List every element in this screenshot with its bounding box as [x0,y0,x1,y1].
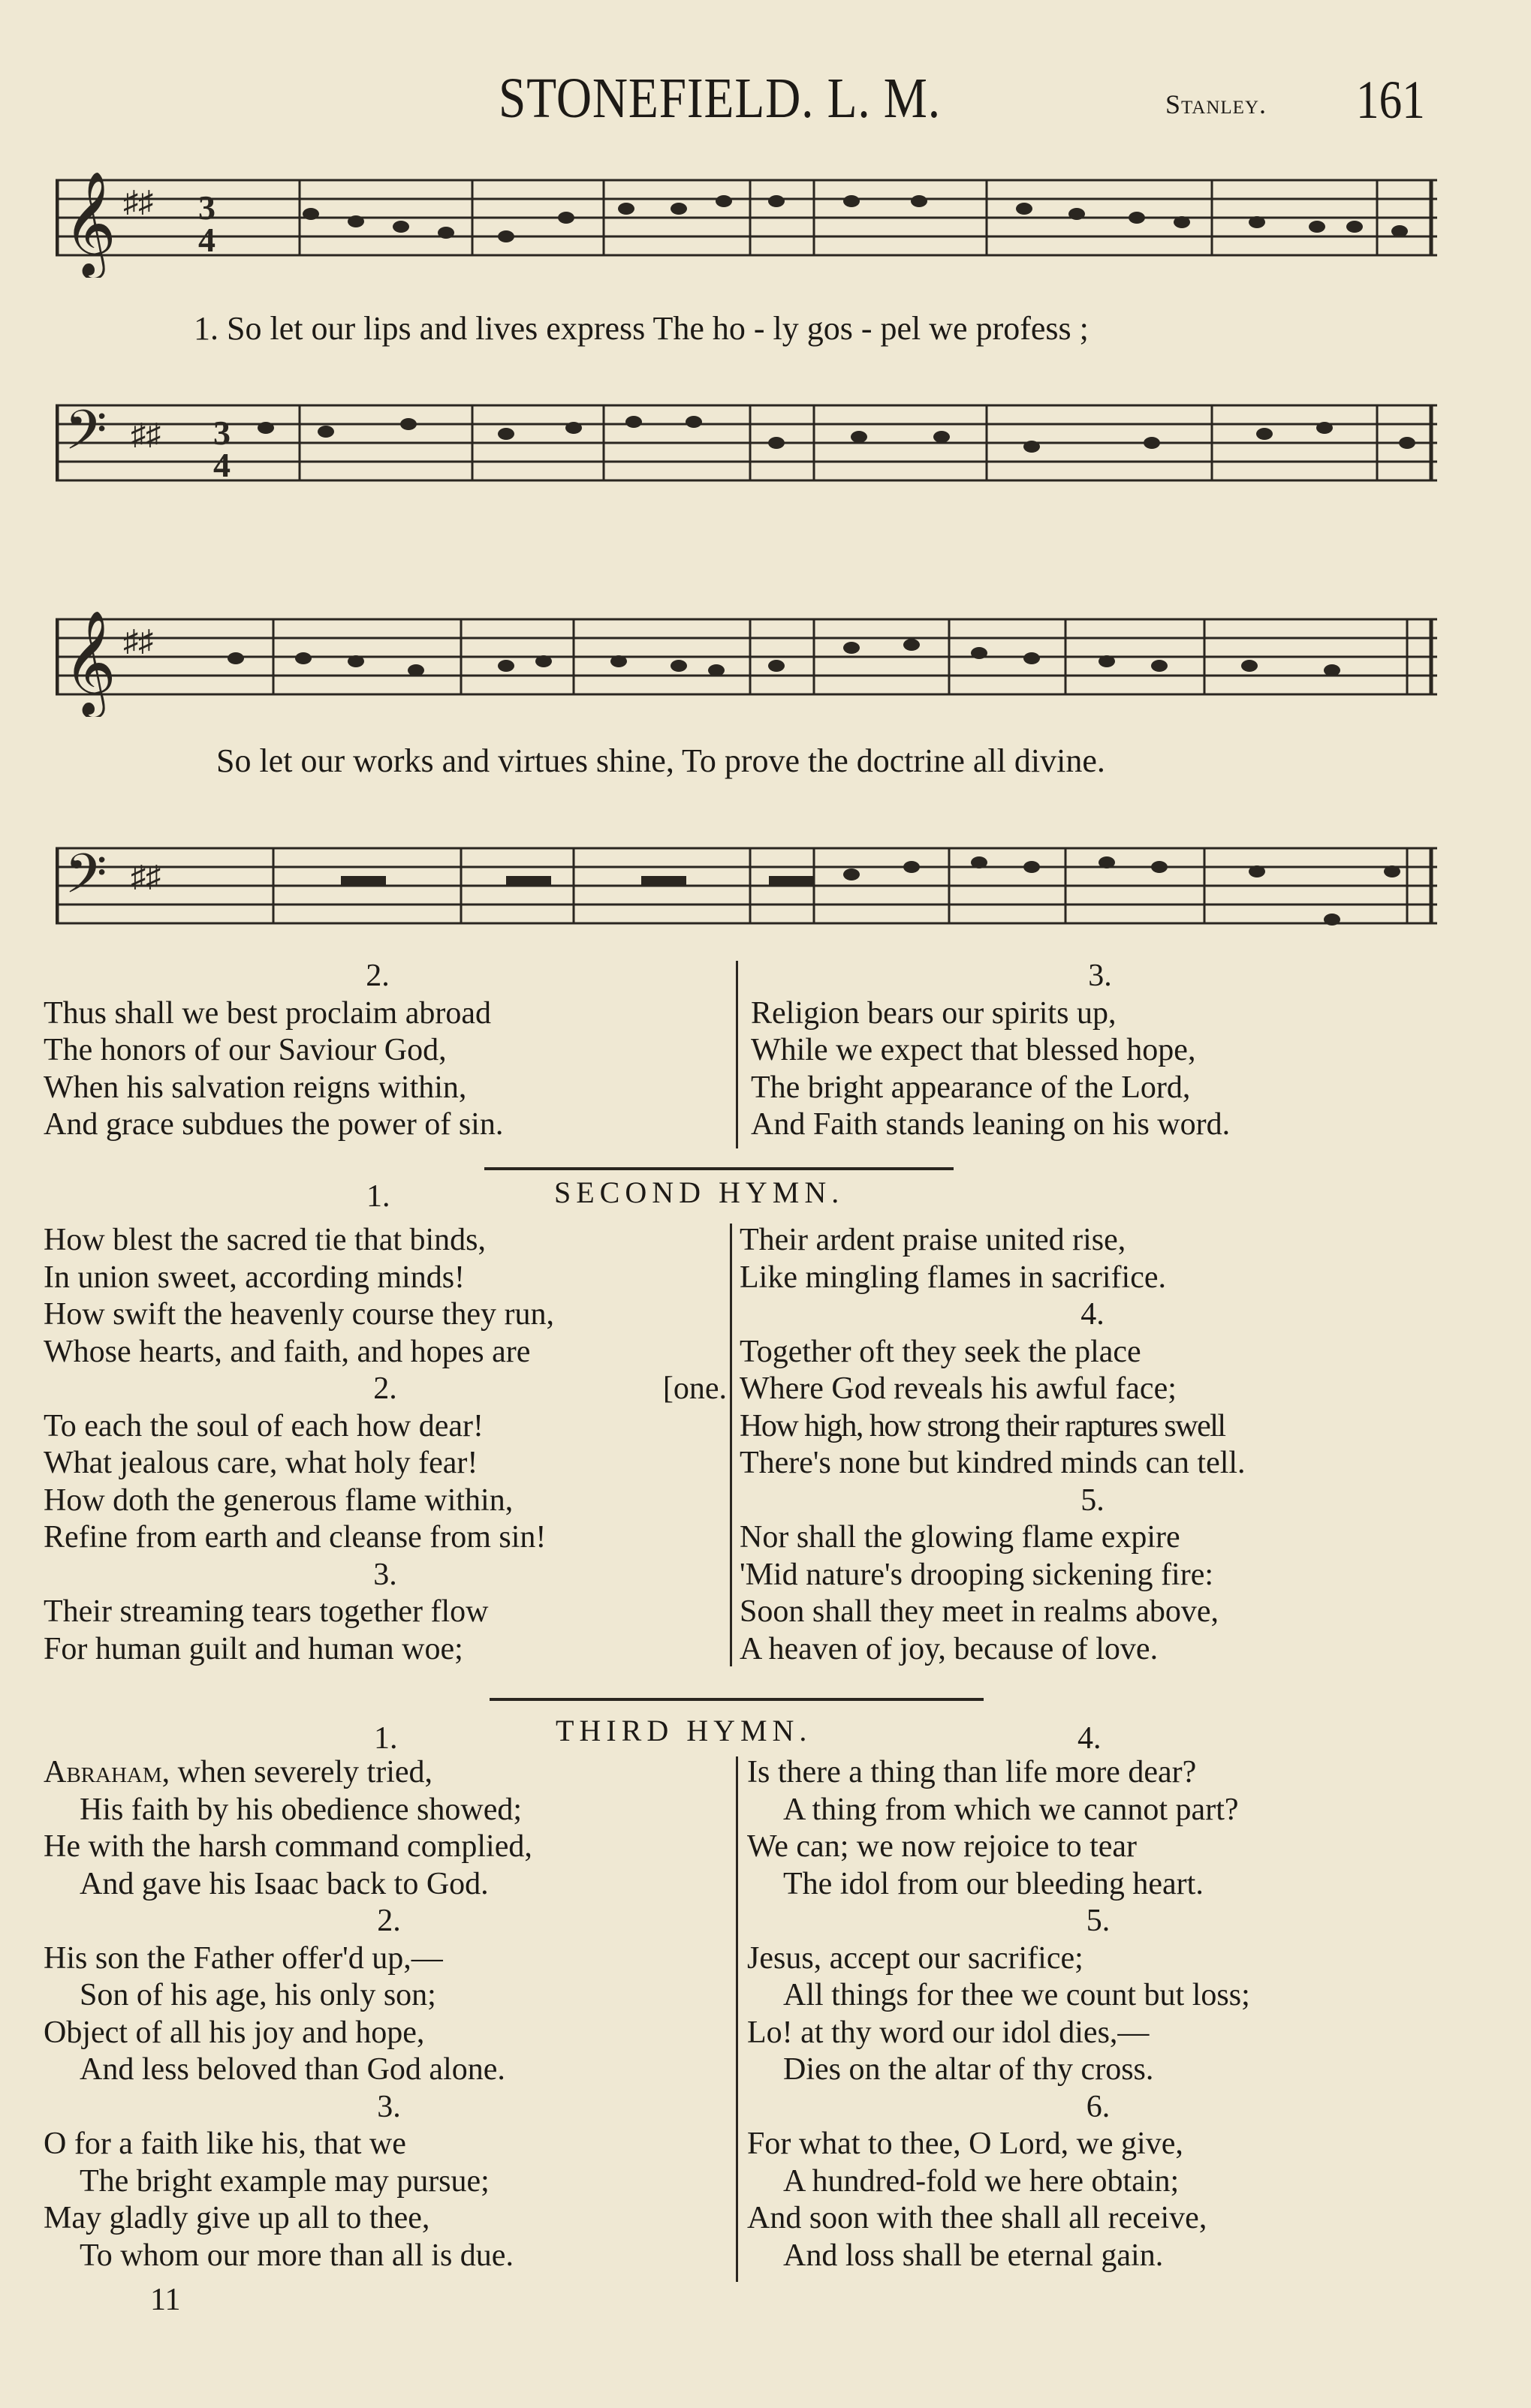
verse-line: Soon shall they meet in realms above, [740,1594,1219,1629]
verse-line: Whose hearts, and faith, and hopes are [44,1334,531,1369]
verse-line: A hundred-fold we here obtain; [783,2163,1180,2199]
verse-line: And grace subdues the power of sin. [44,1107,504,1142]
verse-line: To whom our more than all is due. [80,2238,514,2273]
verse-line: Son of his age, his only son; [80,1978,436,2012]
verse-number: 3. [373,1557,397,1592]
verse-line: How blest the sacred tie that binds, [44,1223,487,1257]
verse-number: 4. [1080,1297,1105,1332]
verse-line: Dies on the altar of thy cross. [783,2052,1154,2087]
verse-number: 2. [373,1371,397,1406]
second-hymn-right-column [740,1222,1445,1668]
column-divider [730,1224,732,1666]
bass-staff-system-1 [56,390,1437,495]
verse-line: Refine from earth and cleanse from sin! [44,1520,547,1555]
third-hymn-right-column [747,1754,1449,2274]
verse-number: 4. [1077,1721,1102,1756]
verse-line: There's none but kindred minds can tell. [740,1446,1246,1480]
verse-line: How doth the generous flame within, [44,1482,514,1518]
verse-line: Together oft they seek the place [740,1334,1141,1369]
verse-line: And gave his Isaac back to God. [80,1866,489,1901]
svg-text:4: 4 [213,446,231,484]
tune-title: STONEFIELD. L. M. [499,67,941,130]
verse-line: When his salvation reigns within, [44,1070,467,1105]
verse-number: 6. [1086,2089,1111,2124]
verse-line: A thing from which we cannot part? [783,1792,1239,1827]
verse-number: 2. [377,1904,401,1938]
column-divider [736,961,738,1148]
verse-line: The idol from our bleeding heart. [783,1866,1204,1901]
svg-text:♯♯: ♯♯ [123,624,153,658]
verse-number: 3. [377,2089,401,2124]
verse-number: 5. [1080,1482,1105,1518]
verse-number: 1. [366,1179,390,1214]
verse-line: Their ardent praise united rise, [740,1223,1126,1257]
second-hymn-left-column [44,1222,727,1668]
verse-number: 2. [366,959,390,993]
verse-line: when severely tried, [170,1755,433,1789]
verse-number: 5. [1086,1904,1111,1938]
verse-line: O for a faith like his, that we [44,2127,406,2161]
verse-line: Is there a thing than life more dear? [747,1755,1197,1789]
verse-line: Thus shall we best proclaim abroad [44,995,491,1031]
svg-text:𝄞: 𝄞 [63,173,116,275]
svg-text:𝄢: 𝄢 [65,398,107,475]
svg-text:3: 3 [198,188,215,227]
verse-line: And less beloved than God alone. [80,2052,505,2087]
third-hymn-heading: THIRD HYMN. [556,1714,812,1747]
bass-staff-system-2 [56,837,1437,942]
verse-number: 1. [374,1721,398,1756]
verse-line: Like mingling flames in sacrifice. [740,1260,1166,1295]
verse-line: His son the Father offer'd up,— [44,1940,443,1976]
signature-mark: 11 [150,2283,181,2317]
verse-line: All things for thee we count but loss; [783,1978,1250,2012]
verse-first-word: Abraham, [44,1755,170,1789]
verse-line: Religion bears our spirits up, [751,995,1117,1031]
verse-3-block [751,958,1449,1144]
verse-2-block [44,958,712,1144]
verse-line: How swift the heavenly course they run, [44,1297,554,1332]
verse-number: 3. [1088,959,1112,993]
verse-line: We can; we now rejoice to tear [747,1829,1138,1864]
verse-line: 'Mid nature's drooping sickening fire: [740,1557,1214,1592]
verse-line: For human guilt and human woe; [44,1631,463,1666]
section-rule [484,1167,954,1170]
verse-line: A heaven of joy, because of love. [740,1631,1159,1666]
page-number: 161 [1356,70,1425,130]
verse-line: He with the harsh command complied, [44,1829,532,1864]
verse-line: Object of all his joy and hope, [44,2015,425,2050]
verse-line: And soon with thee shall all receive, [747,2201,1207,2235]
svg-text:♯♯: ♯♯ [131,417,161,451]
composer-name: Stanley. [1165,89,1267,119]
svg-text:4: 4 [198,221,215,259]
lyric-line-system-2: So let our works and virtues shine, To prove the doctrine all divine. [216,742,1105,779]
verse-line: The honors of our Saviour God, [44,1033,447,1067]
treble-staff-system-1 [56,173,1437,278]
verse-line: Jesus, accept our sacrifice; [747,1940,1083,1976]
second-hymn-heading: SECOND HYMN. [554,1175,845,1209]
svg-text:3: 3 [213,414,231,452]
verse-line: Where God reveals his awful face; [740,1371,1177,1406]
line-overflow: [one. [662,1371,727,1406]
third-hymn-left-column [44,1754,734,2274]
column-divider [736,1756,738,2282]
verse-line: Nor shall the glowing flame expire [740,1520,1180,1555]
verse-line: The bright example may pursue; [80,2163,490,2199]
verse-line: For what to thee, O Lord, we give, [747,2127,1183,2161]
verse-line: And Faith stands leaning on his word. [751,1107,1231,1142]
svg-text:𝄢: 𝄢 [65,841,107,919]
verse-line: While we expect that blessed hope, [751,1033,1196,1067]
svg-text:♯♯: ♯♯ [131,859,161,893]
lyric-line-system-1: 1. So let our lips and lives express The ho - ly gos - pel we profess ; [194,310,1089,347]
treble-staff-system-2 [56,612,1437,717]
verse-line: To each the soul of each how dear! [44,1408,484,1443]
svg-text:𝄞: 𝄞 [63,612,116,715]
verse-line: May gladly give up all to thee, [44,2201,430,2235]
verse-line: His faith by his obedience showed; [80,1792,523,1827]
verse-line: The bright appearance of the Lord, [751,1070,1191,1105]
verse-line: And loss shall be eternal gain. [783,2238,1164,2273]
verse-line: How high, how strong their raptures swell [740,1408,1225,1443]
verse-line: Lo! at thy word our idol dies,— [747,2015,1150,2050]
verse-line: What jealous care, what holy fear! [44,1446,478,1480]
svg-text:♯♯: ♯♯ [123,185,153,218]
verse-line: In union sweet, according minds! [44,1260,466,1295]
verse-line: Their streaming tears together flow [44,1594,489,1629]
section-rule [490,1698,984,1701]
